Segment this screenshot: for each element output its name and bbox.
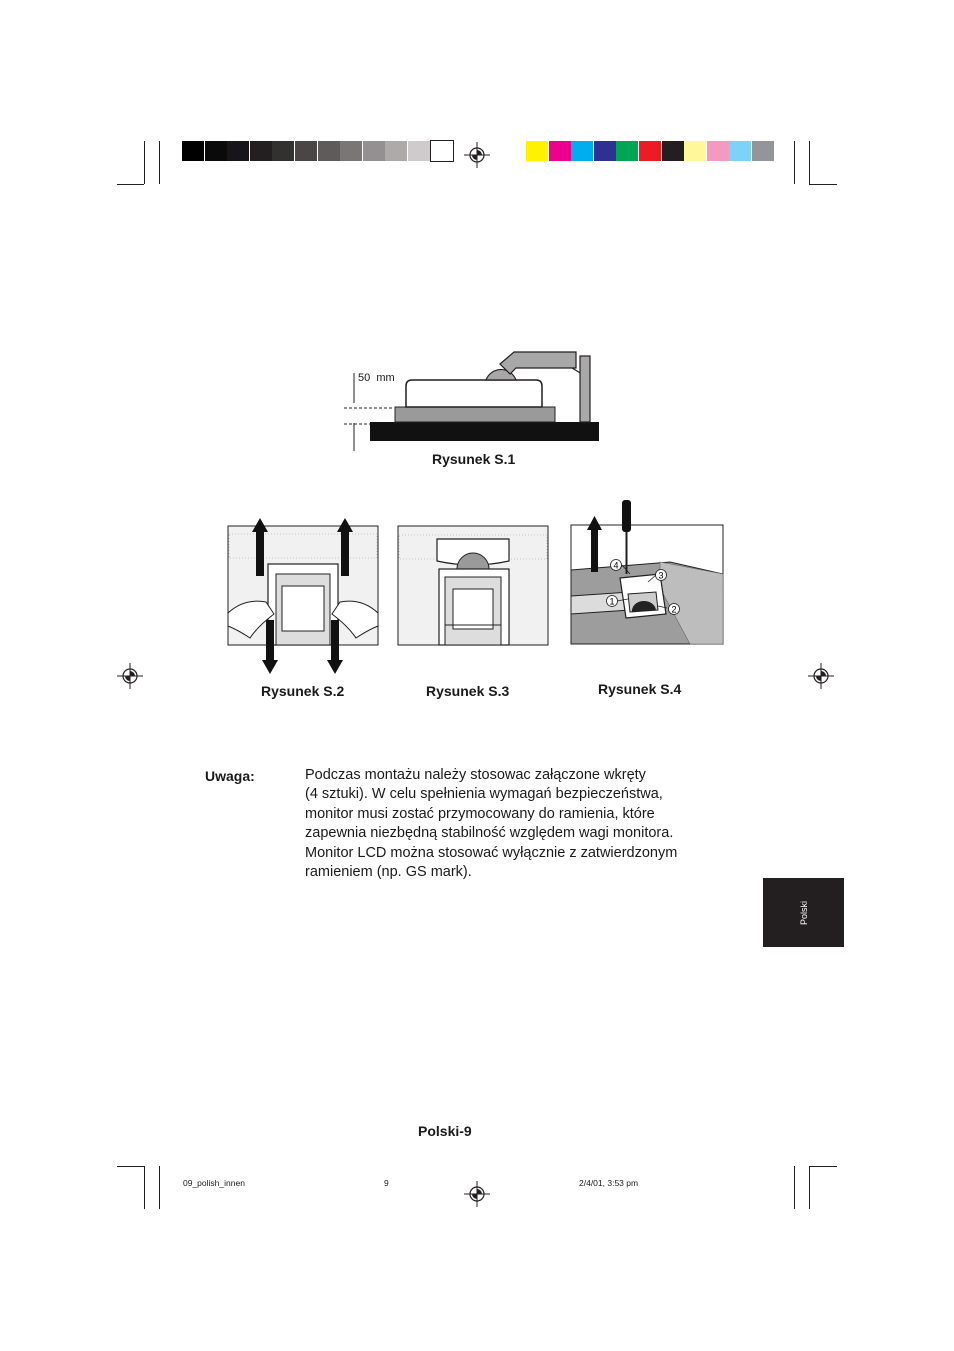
color-swatch [662, 141, 684, 161]
note-line: Podczas montażu należy stosowac załączone wkręty [305, 767, 646, 783]
figure-s1-dimension-label: 50 mm [358, 372, 395, 384]
callout-3: 3 [658, 570, 664, 581]
color-swatch [729, 141, 751, 161]
footer-page: 9 [384, 1178, 389, 1188]
gray-swatch [385, 141, 407, 161]
note-line: zapewnia niezbędną stabilność względem wagi monitora. [305, 825, 674, 842]
color-swatch [752, 141, 774, 161]
note-line: Monitor LCD można stosować wyłącznie z zatwierdzonym [305, 844, 678, 861]
gray-swatch [363, 141, 385, 161]
figure-s2-illustration [226, 516, 380, 674]
gray-swatch [182, 141, 204, 161]
gray-swatch [431, 141, 453, 161]
registration-mark-top-icon [464, 142, 490, 168]
note-label: Uwaga: [205, 768, 255, 784]
registration-mark-right-icon [808, 663, 834, 689]
figure-s4-caption: Rysunek S.4 [598, 681, 682, 697]
registration-mark-bottom-icon [464, 1181, 490, 1207]
footer-timestamp: 2/4/01, 3:53 pm [579, 1178, 639, 1188]
footer-filename: 09_polish_innen [183, 1178, 245, 1188]
figure-s3-illustration [397, 525, 550, 646]
gray-swatch [272, 141, 294, 161]
note-text [305, 766, 745, 882]
figure-s1-illustration [340, 348, 602, 452]
figure-s1-caption: Rysunek S.1 [432, 451, 516, 467]
gray-swatch [340, 141, 362, 161]
color-swatch [707, 141, 729, 161]
note-line: (4 sztuki). W celu spełnienia wymagań bezpieczeństwa, [305, 786, 663, 803]
color-swatch [526, 141, 548, 161]
color-swatch [594, 141, 616, 161]
gray-swatch [205, 141, 227, 161]
color-swatch [684, 141, 706, 161]
gray-swatch [408, 141, 430, 161]
color-swatch [571, 141, 593, 161]
callout-1: 1 [609, 596, 615, 607]
color-swatch [549, 141, 571, 161]
page-number: Polski-9 [418, 1123, 472, 1139]
callout-4: 4 [613, 560, 619, 571]
gray-swatch [227, 141, 249, 161]
note-line: ramieniem (np. GS mark). [305, 864, 472, 881]
figure-s4-illustration [570, 498, 725, 646]
color-swatch [616, 141, 638, 161]
callout-2: 2 [671, 604, 677, 615]
figure-s3-caption: Rysunek S.3 [426, 683, 510, 699]
language-tab [763, 878, 844, 947]
note-line: monitor musi zostać przymocowany do ramienia, które [305, 805, 655, 822]
gray-swatch [250, 141, 272, 161]
language-tab-label: Polski [798, 900, 809, 925]
gray-swatch [318, 141, 340, 161]
registration-mark-left-icon [117, 663, 143, 689]
figure-s2-caption: Rysunek S.2 [261, 683, 345, 699]
gray-swatch [295, 141, 317, 161]
color-swatch [639, 141, 661, 161]
